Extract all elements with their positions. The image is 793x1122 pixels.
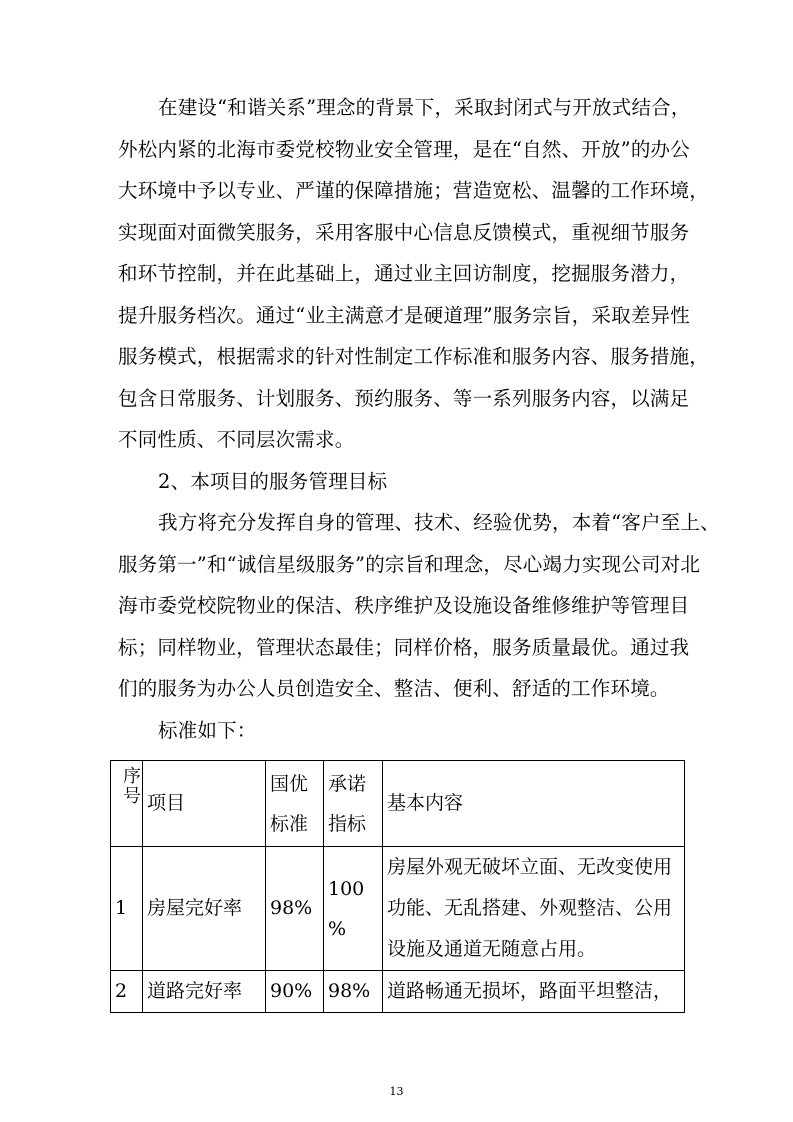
text-line: 外松内紧的北海市委党校物业安全管理，是在“自然、开放”的办公 <box>118 138 690 161</box>
header-national-standard <box>266 761 324 847</box>
text-line: 服务第一”和“诚信星级服务”的宗旨和理念，尽心竭力实现公司对北 <box>118 553 701 576</box>
page-number: 13 <box>389 1085 404 1098</box>
text-line: 服务模式，根据需求的针对性制定工作标准和服务内容、服务措施， <box>118 345 710 368</box>
text-line: 不同性质、不同层次需求。 <box>118 428 355 451</box>
cell-item: 房屋完好率 <box>143 847 266 971</box>
standards-table <box>110 760 685 1013</box>
header-text: 承诺 <box>328 772 367 795</box>
cell-text: 功能、无乱搭建、外观整洁、公用 <box>387 897 673 919</box>
text-line: 在建设“和谐关系”理念的背景下，采取封闭式与开放式结合， <box>158 96 691 119</box>
table-header-row <box>111 761 685 847</box>
standards-intro: 标准如下： <box>158 719 257 742</box>
header-text: 指标 <box>328 812 367 835</box>
header-seq <box>111 761 143 847</box>
cell-content: 道路畅通无损坏，路面平坦整洁， <box>383 971 685 1013</box>
text-line: 海市委党校院物业的保洁、秩序维护及设施设备维修维护等管理目 <box>118 594 690 617</box>
header-text: 标准 <box>270 812 309 835</box>
header-item: 项目 <box>143 761 266 847</box>
text-line: 标；同样物业，管理状态最佳；同样价格，服务质量最优。通过我 <box>118 636 690 659</box>
cell-seq: 1 <box>111 847 143 971</box>
cell-promise: 98% <box>324 971 383 1013</box>
cell-content <box>383 847 685 971</box>
cell-national: 90% <box>266 971 324 1013</box>
cell-item: 道路完好率 <box>143 971 266 1013</box>
table-row <box>111 847 685 971</box>
cell-national: 98% <box>266 847 324 971</box>
table-row <box>111 971 685 1013</box>
header-text: 序 <box>123 766 141 787</box>
text-line: 实现面对面微笑服务，采用客服中心信息反馈模式，重视细节服务 <box>118 221 690 244</box>
header-text: 国优 <box>270 772 309 795</box>
text-line: 大环境中予以专业、严谨的保障措施；营造宽松、温馨的工作环境， <box>118 179 710 202</box>
text-line: 提升服务档次。通过“业主满意才是硬道理”服务宗旨，采取差异性 <box>118 304 690 327</box>
cell-text: % <box>328 917 347 940</box>
cell-text: 设施及通道无随意占用。 <box>387 938 597 960</box>
text-line: 我方将充分发挥自身的管理、技术、经验优势，本着“客户至上、 <box>158 511 720 534</box>
cell-promise <box>324 847 383 971</box>
cell-text: 100 <box>328 877 365 900</box>
cell-seq: 2 <box>111 971 143 1013</box>
cell-text: 房屋外观无破坏立面、无改变使用 <box>387 856 673 878</box>
text-line: 和环节控制，并在此基础上，通过业主回访制度，挖掘服务潜力， <box>118 262 690 285</box>
text-line: 们的服务为办公人员创造安全、整洁、便利、舒适的工作环境。 <box>118 677 670 700</box>
header-content: 基本内容 <box>383 761 685 847</box>
section-heading: 2、本项目的服务管理目标 <box>158 470 388 493</box>
text-line: 包含日常服务、计划服务、预约服务、等一系列服务内容，以满足 <box>118 387 690 410</box>
header-promise <box>324 761 383 847</box>
header-text: 号 <box>123 786 141 807</box>
